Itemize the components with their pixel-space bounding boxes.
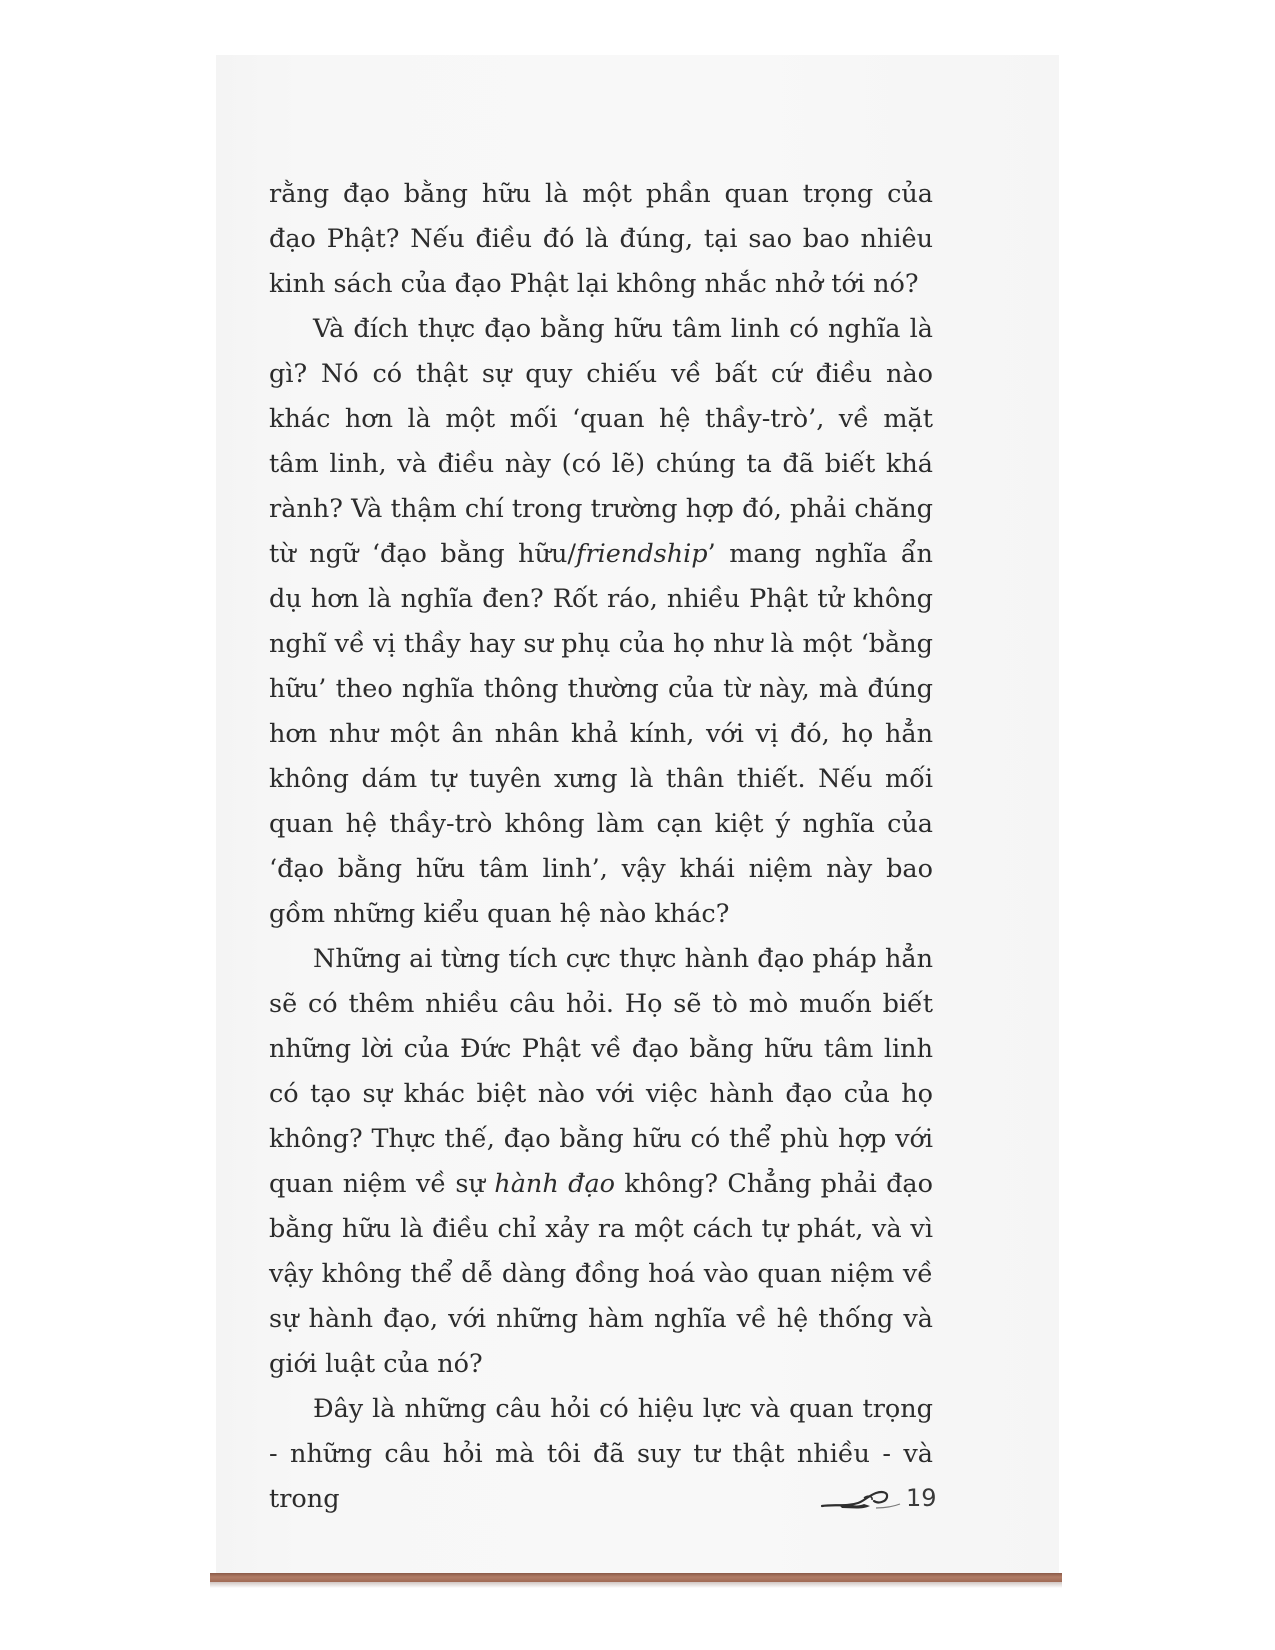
paragraph-1: [269, 172, 933, 307]
paragraph-2-text-b: ’ mang nghĩa ẩn dụ hơn là nghĩa đen? Rốt ráo, nhiều Phật tử không nghĩ về vị thầy hay sư phụ của họ như là một ‘bằng hữu’ theo nghĩa thông thường của từ này, mà đúng hơn như một ân nhân khả kính, với vị đó, họ hẳn không dám tự tuyên xưng là thân thiết. Nếu mối quan hệ thầy-trò không làm cạn kiệt ý nghĩa của ‘đạo bằng hữu tâm linh’, vậy khái niệm này bao gồm những kiểu quan hệ nào khác?: [269, 539, 933, 929]
page-footer: [820, 1478, 940, 1518]
page-bottom-shadow: [210, 1582, 1062, 1588]
paragraph-3: [269, 937, 933, 1387]
page-number: 19: [906, 1484, 937, 1512]
paragraph-2: [269, 307, 933, 937]
brush-swirl-ornament-icon: [820, 1484, 902, 1514]
paragraph-2-italic-term: friendship: [576, 539, 708, 569]
paragraph-2-text-a: Và đích thực đạo bằng hữu tâm linh có nghĩa là gì? Nó có thật sự quy chiếu về bất cứ điều nào khác hơn là một mối ‘quan hệ thầy-trò’, về mặt tâm linh, và điều này (có lẽ) chúng ta đã biết khá rành? Và thậm chí trong trường hợp đó, phải chăng từ ngữ ‘đạo bằng hữu/: [269, 314, 933, 569]
paragraph-4-text: Đây là những câu hỏi có hiệu lực và quan trọng - những câu hỏi mà tôi đã suy tư thật nhiều - và trong: [269, 1394, 933, 1514]
paragraph-1-text: rằng đạo bằng hữu là một phần quan trọng của đạo Phật? Nếu điều đó là đúng, tại sao bao nhiêu kinh sách của đạo Phật lại không nhắc nhở tới nó?: [269, 179, 933, 299]
paragraph-3-text-a: Những ai từng tích cực thực hành đạo pháp hẳn sẽ có thêm nhiều câu hỏi. Họ sẽ tò mò muốn biết những lời của Đức Phật về đạo bằng hữu tâm linh có tạo sự khác biệt nào với việc hành đạo của họ không? Thực thế, đạo bằng hữu có thể phù hợp với quan niệm về sự: [269, 944, 933, 1199]
paragraph-3-italic-term: hành đạo: [494, 1169, 616, 1199]
paragraph-3-text-b: không? Chẳng phải đạo bằng hữu là điều chỉ xảy ra một cách tự phát, và vì vậy không thể dễ dàng đồng hoá vào quan niệm về sự hành đạo, với những hàm nghĩa về hệ thống và giới luật của nó?: [269, 1169, 933, 1379]
page-bottom-edge: [210, 1573, 1062, 1582]
body-text: [269, 172, 933, 1522]
